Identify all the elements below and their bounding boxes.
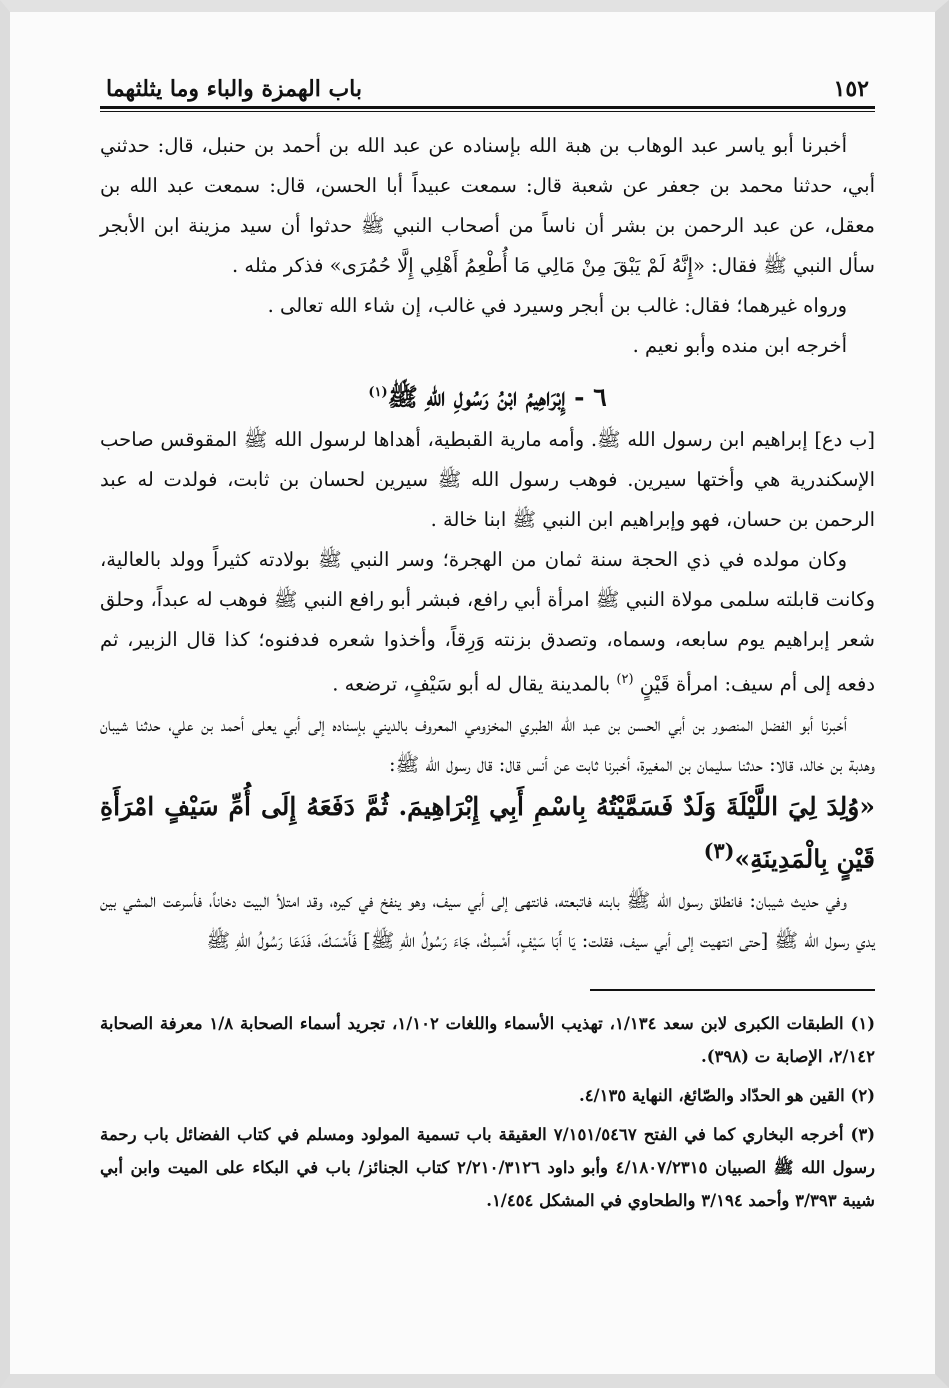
paragraph-birth-text-b: بالمدينة يقال له أبو سَيْفٍ، ترضعه . xyxy=(332,672,611,696)
paragraph-entry-intro: [ب دع] إبراهيم ابن رسول الله ﷺ. وأمه مارية القبطية، أهداها لرسول الله ﷺ المقوقس صاحب الإسكندرية هي وأختها سيرين. فوهب رسول الله ﷺ سيرين لحسان بن ثابت، فولدت له عبد الرحمن بن حسان، فهو وإبراهيم ابن النبي ﷺ ابنا خالة . xyxy=(100,428,875,532)
paragraph-birth-text-a: وكان مولده في ذي الحجة سنة ثمان من الهجرة؛ وسر النبي ﷺ بولادته كثيراً وولد بالعالية، وكانت قابلته سلمى مولاة النبي ﷺ امرأة أبي رافع، فبشر أبو رافع النبي ﷺ فوهب له عبداً، وحلق شعر إبراهيم يوم سابعه، وسماه، وتصدق بزنته وَرِقاً، وأخذوا شعره فدفنوه؛ كذا قال الزبير، ثم دفعه إلى أم سيف: امرأة قَيْنٍ xyxy=(100,548,875,696)
footnote-ref-3: (٣) xyxy=(703,837,735,863)
entry-heading-text: ٦ - إِبْرَاهِيمُ ابْنُ رَسُولِ اللهِ ﷺ xyxy=(387,382,607,412)
paragraph-shayban: وفي حديث شيبان: فانطلق رسول الله ﷺ بابنه فاتبعته، فانتهى إلى أبي سيف، وهو ينفخ في كيره، وقد امتلأ البيت دخاناً، فأسرعت المشي بين يدي رسول الله ﷺ [حتى انتهيت إلى أبي سيف، فقلت: يَا أَبَا سَيْفٍ، أَمْسِكْ، جَاءَ رَسُولُ اللهِ ﷺ] فَأَمْسَكَ، فَدَعَا رَسُولُ اللهِ ﷺ xyxy=(100,889,875,953)
paragraph-takhrij: أخرجه ابن منده وأبو نعيم . xyxy=(632,334,847,357)
paragraph-isnad-1: أخبرنا أبو ياسر عبد الوهاب بن هبة الله بإسناده عن عبد الله بن أحمد بن حنبل، قال: حدثني أبي، حدثنا محمد بن جعفر عن شعبة قال: سمعت عبيداً أبا الحسن، قال: سمعت عبد الله بن معقل، عن عبد الرحمن بن بشر أن ناساً من أصحاب النبي ﷺ حدثوا أن سيد مزينة ابن الأبجر سأل النبي ﷺ فقال: «إِنَّهُ لَمْ يَبْقَ مِنْ مَالِي مَا أُطْعِمُ أَهْلِي إِلَّا حُمُرَى» فذكر مثله . xyxy=(100,134,875,277)
paragraph-narration-note: ورواه غيرهما؛ فقال: غالب بن أبجر وسيرد في غالب، إن شاء الله تعالى . xyxy=(267,294,847,317)
hadith-text xyxy=(100,785,875,881)
footnote-2: (٢) القين هو الحدّاد والصّائغ، النهاية ٤/١٣٥. xyxy=(578,1086,875,1106)
footnote-1: (١) الطبقات الكبرى لابن سعد ١/١٣٤، تهذيب الأسماء واللغات ١/١٠٢، تجريد أسماء الصحابة ١/٨ معرفة الصحابة ٢/١٤٢، الإصابة ت (٣٩٨). xyxy=(100,1014,876,1067)
page-number: ١٥٢ xyxy=(833,76,869,102)
paragraph-birth xyxy=(100,540,875,705)
hadith-quote: «وُلِدَ لِيَ اللَّيْلَةَ وَلَدٌ فَسَمَّيْتُهُ بِاسْمِ أَبِي إِبْرَاهِيمَ. ثُمَّ دَفَعَهُ إِلَى أُمِّ سَيْفٍ امْرَأَةِ قَيْنٍ بِالْمَدِينَةِ» xyxy=(100,791,875,874)
running-head xyxy=(100,76,875,106)
page-content xyxy=(100,76,875,1223)
paragraph-isnad-2: أخبرنا أبو الفضل المنصور بن أبي الحسن بن عبد الله الطبري المخزومي المعروف بالديني بإسناده إلى أبي يعلى أحمد بن علي، حدثنا شيبان وهدبة بن خالد، قالا: حدثنا سليمان بن المغيرة، أخبرنا ثابت عن أنس قال: قال رسول الله ﷺ: xyxy=(100,712,875,776)
chapter-title: باب الهمزة والباء وما يثلثهما xyxy=(106,76,362,102)
footnote-3: (٣) أخرجه البخاري كما في الفتح ٧/١٥١/٥٤٦٧ العقيقة باب تسمية المولود ومسلم في كتاب الفضائل باب رحمة رسول الله ﷺ الصبيان ٤/١٨٠٧/٢٣١٥ وأبو داود ٢/٢١٠/٣١٢٦ كتاب الجنائز/ باب في البكاء على الميت وابن أبي شيبة ٣/٣٩٣ وأحمد ٣/١٩٤ والطحاوي في المشكل ١/٤٥٤. xyxy=(100,1125,876,1211)
header-rule-thick xyxy=(100,106,875,109)
footnote-ref-1: (١) xyxy=(368,385,388,400)
footnote-ref-2: (٢) xyxy=(616,672,634,688)
header-rule-thin xyxy=(100,111,875,112)
entry-heading xyxy=(100,370,875,420)
footnote-separator xyxy=(590,989,875,991)
